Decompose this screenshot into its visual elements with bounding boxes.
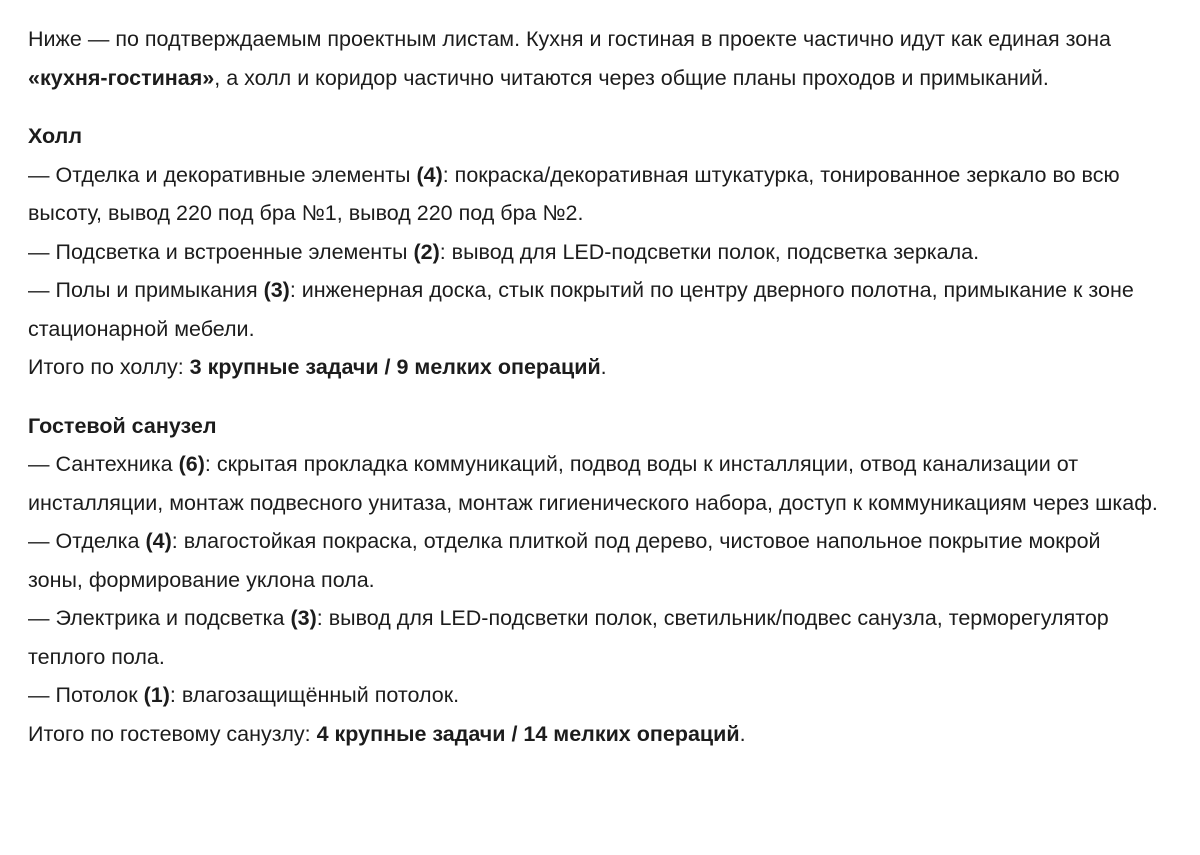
list-item: — Электрика и подсветка (3): вывод для LED-подсветки полок, светильник/подвес санузла, терморегулятор теплого пола. bbox=[28, 606, 1109, 669]
intro-text: Ниже — по подтверждаемым проектным листам. Кухня и гостиная в проекте частично идут как единая зона bbox=[28, 27, 1111, 51]
item-count: (4) bbox=[416, 162, 443, 187]
item-count: (3) bbox=[263, 278, 290, 302]
list-item: — Отделка (4): влагостойкая покраска, отделка плиткой под дерево, чистовое напольное покрытие мокрой зоны, формирование уклона пола. bbox=[28, 529, 1101, 592]
item-text: : вывод для LED-подсветки полок, подсветка зеркала. bbox=[439, 239, 980, 264]
item-text: : вывод для LED-подсветки полок, светильник/подвес санузла, терморегулятор теплого пола. bbox=[28, 606, 1109, 669]
total-label: Итого по холлу: bbox=[28, 355, 190, 379]
list-item: — Подсветка и встроенные элементы (2): вывод для LED-подсветки полок, подсветка зеркала. bbox=[28, 239, 980, 264]
section-total-hall: Итого по холлу: 3 крупные задачи / 9 мелких операций. bbox=[28, 355, 607, 379]
item-name: Отделка bbox=[55, 529, 146, 553]
list-item: — Отделка и декоративные элементы (4): покраска/декоративная штукатурка, тонированное зеркало во всю высоту, вывод 220 под бра №1, вывод 220 под бра №2. bbox=[28, 162, 1120, 225]
intro-paragraph bbox=[28, 20, 1160, 97]
item-count: (6) bbox=[178, 452, 205, 476]
item-count: (1) bbox=[143, 683, 170, 707]
item-name: Отделка и декоративные элементы bbox=[55, 162, 417, 187]
list-item: — Потолок (1): влагозащищённый потолок. bbox=[28, 683, 460, 707]
item-count: (2) bbox=[413, 239, 440, 264]
total-value: 3 крупные задачи / 9 мелких операций bbox=[189, 355, 601, 379]
total-label: Итого по гостевому санузлу: bbox=[28, 721, 317, 746]
item-name: Подсветка и встроенные элементы bbox=[55, 239, 414, 264]
item-count: (4) bbox=[145, 529, 172, 553]
total-value: 4 крупные задачи / 14 мелких операций bbox=[316, 721, 740, 746]
section-title-guest-bathroom: Гостевой санузел bbox=[28, 413, 217, 438]
item-name: Полы и примыкания bbox=[55, 278, 264, 302]
item-name: Сантехника bbox=[55, 452, 179, 476]
item-name: Электрика и подсветка bbox=[55, 606, 291, 630]
list-item: — Сантехника (6): скрытая прокладка коммуникаций, подвод воды к инсталляции, отвод канализации от инсталляции, монтаж подвесного унитаза, монтаж гигиенического набора, доступ к коммуникациям через шкаф. bbox=[28, 452, 1158, 515]
section-title-hall: Холл bbox=[28, 124, 82, 148]
section-total-guest-bathroom: Итого по гостевому санузлу: 4 крупные задачи / 14 мелких операций. bbox=[28, 721, 746, 746]
item-text: : влагостойкая покраска, отделка плиткой под дерево, чистовое напольное покрытие мокрой зоны, формирование уклона пола. bbox=[28, 529, 1101, 592]
intro-zone-name: «кухня-гостиная» bbox=[28, 65, 215, 90]
item-text: : скрытая прокладка коммуникаций, подвод воды к инсталляции, отвод канализации от инсталляции, монтаж подвесного унитаза, монтаж гигиенического набора, доступ к коммуникациям через шкаф. bbox=[28, 452, 1158, 515]
intro-text-end: , а холл и коридор частично читаются через общие планы проходов и примыканий. bbox=[214, 65, 1049, 90]
item-text: : влагозащищённый потолок. bbox=[169, 683, 460, 707]
item-count: (3) bbox=[290, 606, 317, 630]
item-name: Потолок bbox=[55, 683, 144, 707]
item-text: : инженерная доска, стык покрытий по центру дверного полотна, примыкание к зоне стационарной мебели. bbox=[28, 278, 1134, 341]
list-item: — Полы и примыкания (3): инженерная доска, стык покрытий по центру дверного полотна, примыкание к зоне стационарной мебели. bbox=[28, 278, 1134, 341]
item-text: : покраска/декоративная штукатурка, тонированное зеркало во всю высоту, вывод 220 под бра №1, вывод 220 под бра №2. bbox=[28, 162, 1120, 225]
